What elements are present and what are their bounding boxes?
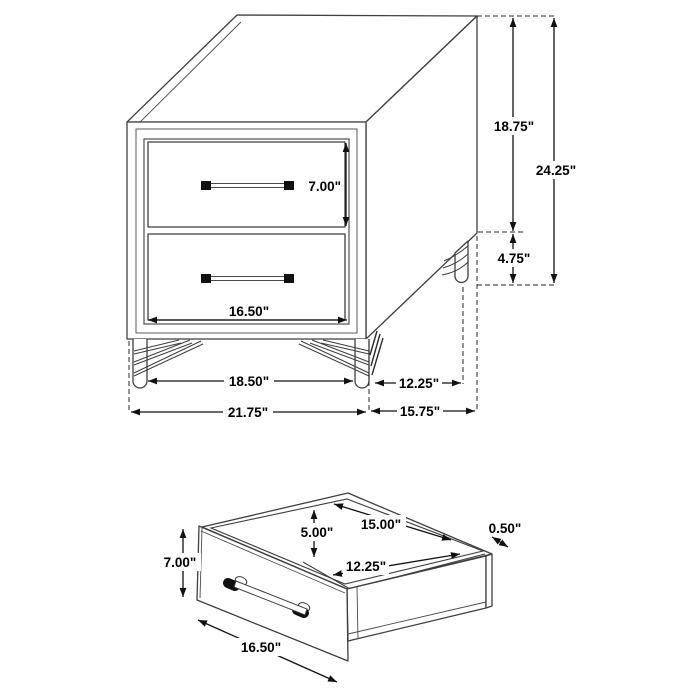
dim-side-leg-spacing xyxy=(375,374,461,392)
dim-label: 15.75" xyxy=(399,404,441,419)
dim-label: 0.50" xyxy=(488,521,522,536)
dim-upper-section-height xyxy=(489,18,539,231)
dim-label: 16.50" xyxy=(228,304,270,319)
dim-panel-thickness xyxy=(489,521,522,547)
dim-label: 18.75" xyxy=(493,119,535,134)
dim-label: 7.00" xyxy=(308,179,341,194)
nightstand-figure xyxy=(127,15,581,421)
dim-drawer-height xyxy=(159,529,201,597)
dim-label: 16.50" xyxy=(240,640,282,655)
dim-label: 7.00" xyxy=(163,555,197,570)
dim-label: 15.00" xyxy=(360,517,402,532)
dim-label: 4.75" xyxy=(497,251,531,266)
nightstand-front-left-leg xyxy=(133,339,147,388)
dim-overall-depth xyxy=(371,402,475,420)
dim-label: 12.25" xyxy=(345,559,387,574)
dim-label: 21.75" xyxy=(227,405,269,420)
drawer-side-panel-edge xyxy=(486,554,492,608)
dim-label: 24.25" xyxy=(535,163,577,178)
nightstand-front-right-leg xyxy=(355,339,369,388)
drawer-figure xyxy=(159,493,521,682)
dim-overall-width xyxy=(131,403,366,421)
dim-front-leg-spacing xyxy=(148,372,353,390)
dim-leg-height xyxy=(493,234,535,283)
dim-overall-height xyxy=(531,18,581,283)
dim-label: 18.50" xyxy=(228,374,270,389)
dim-label: 5.00" xyxy=(300,525,334,540)
dim-label: 12.25" xyxy=(398,376,440,391)
